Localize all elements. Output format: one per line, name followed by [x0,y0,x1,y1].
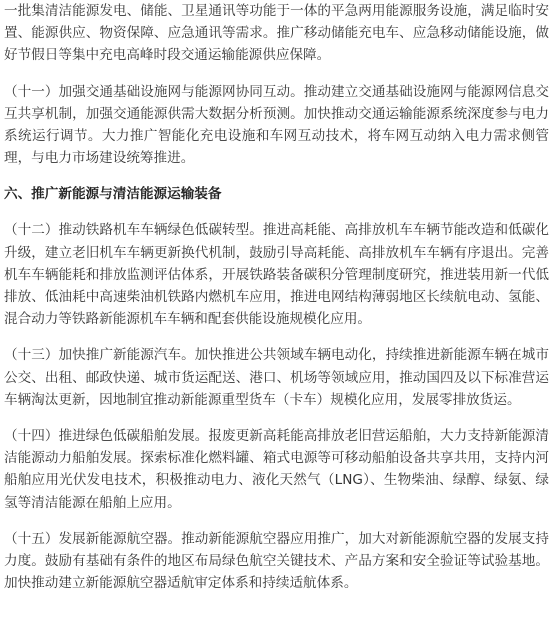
paragraph-item-15: （十五）发展新能源航空器。推动新能源航空器应用推广，加大对新能源航空器的发展支持力度。鼓励有基础有条件的地区布局绿色航空关键技术、产品方案和安全验证等试验基地。加快推动建立新能源航空器适航审定体系和持续适航体系。 [4,530,549,592]
paragraph-item-13: （十三）加快推广新能源汽车。加快推进公共领域车辆电动化，持续推进新能源车辆在城市公交、出租、邮政快递、城市货运配送、港口、机场等领域应用，推动国四及以下标准营运车辆淘汰更新，因地制宜推动新能源重型货车（卡车）规模化应用，发展零排放货运。 [4,347,549,408]
paragraph-item-14: （十四）推进绿色低碳船舶发展。报废更新高耗能高排放老旧营运船舶，大力支持新能源清洁能源动力船舶发展。探索标准化燃料罐、箱式电源等可移动船舶设备共享共用，支持内河船舶应用光伏发电技术，积极推动电力、液化天然气（LNG）、生物柴油、绿醇、绿氨、绿氢等清洁能源在船舶上应用。 [4,428,549,511]
section-heading: 六、推广新能源与清洁能源运输装备 [4,186,222,203]
paragraph-intro-continuation: 一批集清洁能源发电、储能、卫星通讯等功能于一体的平急两用能源服务设施，满足临时安置、能源供应、物资保障、应急通讯等需求。推广移动储能充电车、应急移动储能设施，做好节假日等集中充电高峰时段交通运输能源供应保障。 [4,3,549,64]
paragraph-item-12: （十二）推动铁路机车车辆绿色低碳转型。推进高耗能、高排放机车车辆节能改造和低碳化升级，建立老旧机车车辆更新换代机制，鼓励引导高耗能、高排放机车车辆有序退出。完善机车车辆能耗和排放监测评估体系，开展铁路装备碳积分管理制度研究，推进装用新一代低排放、低油耗中高速柴油机铁路内燃机车应用，推进电网结构薄弱地区长续航电动、氢能、混合动力等铁路新能源机车车辆和配套供能设施规模化应用。 [4,222,549,328]
paragraph-item-11: （十一）加强交通基础设施网与能源网协同互动。推动建立交通基础设施网与能源网信息交互共享机制，加强交通能源供需大数据分析预测。加快推动交通运输能源系统深度参与电力系统运行调节。大力推广智能化充电设施和车网互动技术，将车网互动纳入电力需求侧管理，与电力市场建设统筹推进。 [4,83,549,167]
